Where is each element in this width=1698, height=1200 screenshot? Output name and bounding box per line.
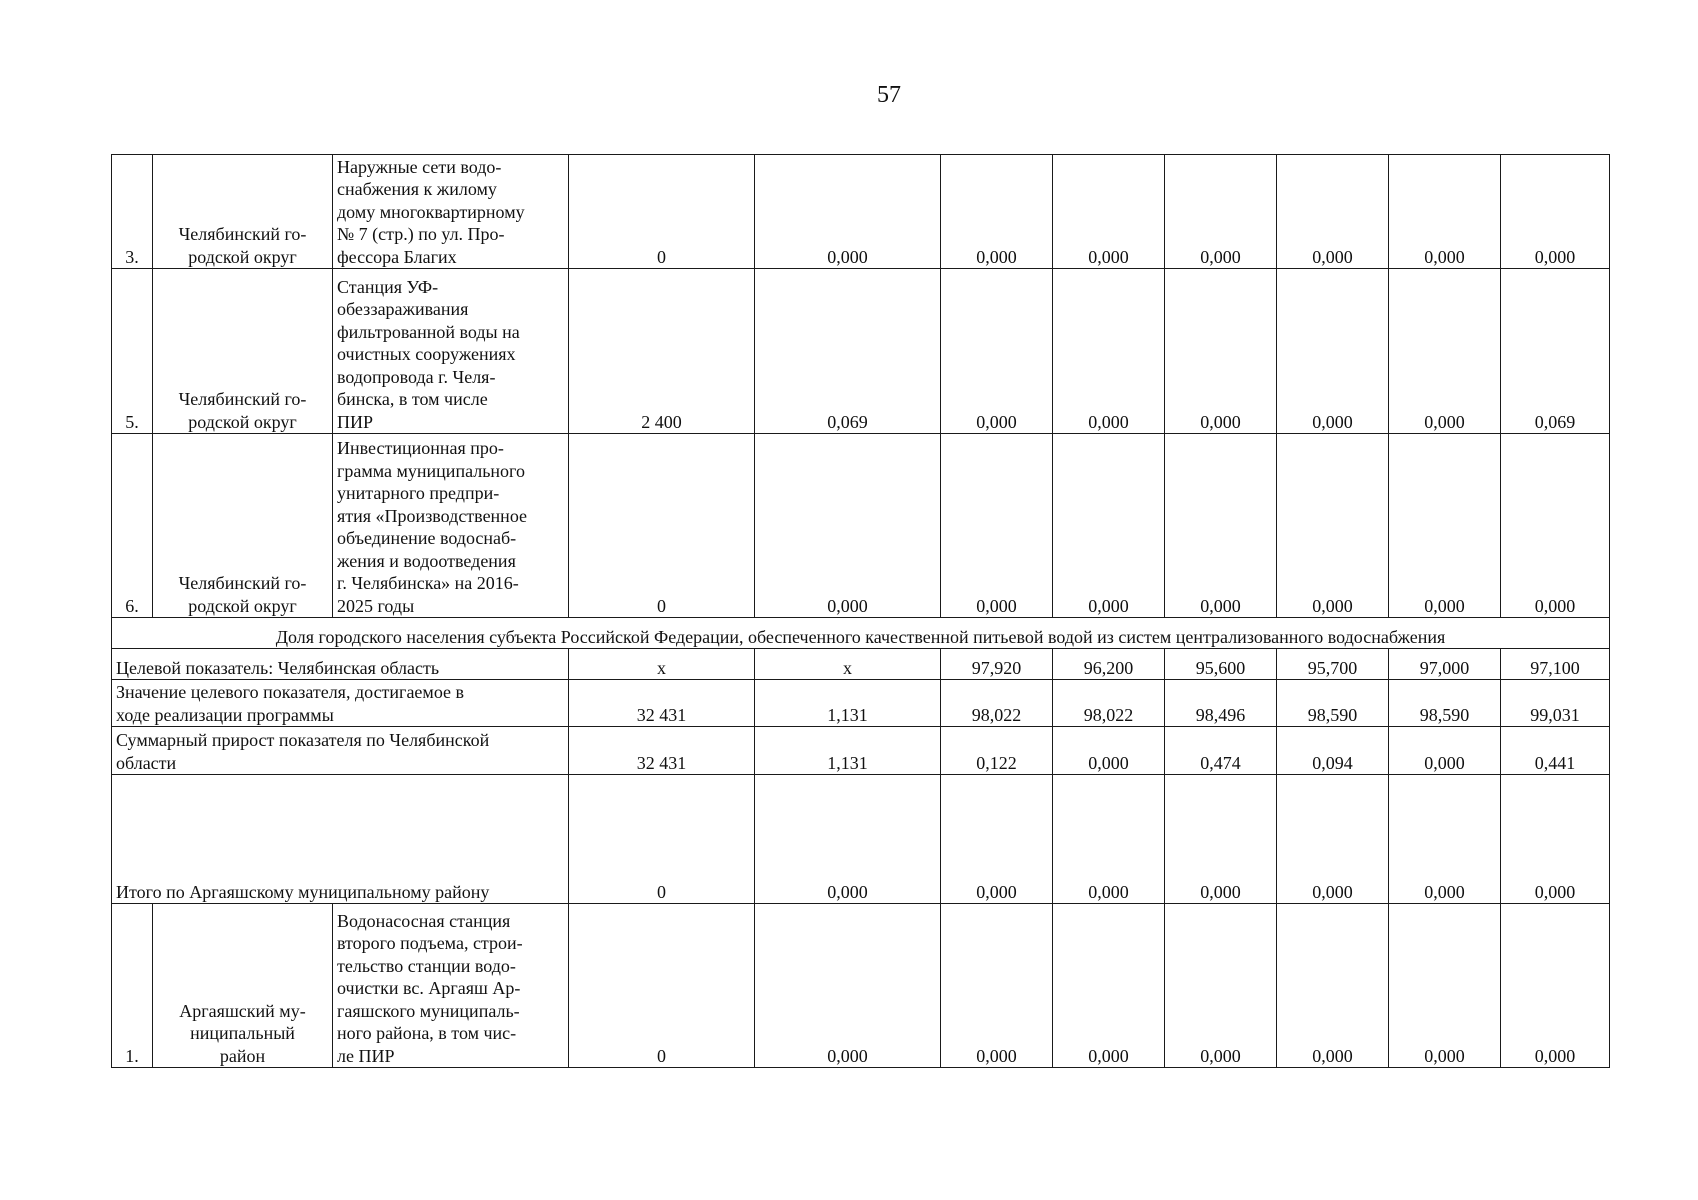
value-cell: 0,000	[1277, 904, 1389, 1068]
value-cell: 0,000	[1501, 155, 1610, 269]
summary-label-cell: Значение целевого показателя, достигаемое в ходе реализации программы	[112, 680, 569, 727]
table-row	[112, 155, 1610, 269]
value-cell: 0,000	[941, 434, 1053, 618]
table-row	[112, 269, 1610, 434]
value-cell: 0	[569, 434, 755, 618]
summary-label-cell: Итого по Аргаяшскому муниципальному району	[112, 775, 569, 904]
value-cell: 0,000	[1501, 775, 1610, 904]
value-cell: 0,474	[1165, 727, 1277, 775]
value-cell: 0,000	[1165, 434, 1277, 618]
summary-row	[112, 649, 1610, 680]
value-cell: 0,000	[1501, 904, 1610, 1068]
value-cell: 97,920	[941, 649, 1053, 680]
value-cell: 0,000	[755, 904, 941, 1068]
table-row	[112, 904, 1610, 1068]
value-cell: 0,000	[1165, 269, 1277, 434]
value-cell: 2 400	[569, 269, 755, 434]
page-number: 57	[877, 82, 901, 108]
value-cell: 0,094	[1277, 727, 1389, 775]
value-cell: 0,000	[941, 269, 1053, 434]
value-cell: 0,000	[1053, 727, 1165, 775]
municipality-cell: Челябинский го- родской округ	[153, 155, 333, 269]
value-cell: 0,000	[1165, 904, 1277, 1068]
value-cell: 0,069	[1501, 269, 1610, 434]
summary-row	[112, 680, 1610, 727]
value-cell: 95,600	[1165, 649, 1277, 680]
value-cell: 0,000	[755, 434, 941, 618]
value-cell: 0,000	[1053, 155, 1165, 269]
value-cell: 0	[569, 775, 755, 904]
value-cell: 0,000	[1389, 269, 1501, 434]
value-cell: 0	[569, 155, 755, 269]
value-cell: 0,000	[1053, 904, 1165, 1068]
value-cell: x	[569, 649, 755, 680]
value-cell: 0,000	[1277, 269, 1389, 434]
value-cell: 98,590	[1277, 680, 1389, 727]
row-number: 5.	[112, 269, 153, 434]
summary-row	[112, 727, 1610, 775]
municipality-cell: Челябинский го- родской округ	[153, 269, 333, 434]
investment-table	[111, 154, 1610, 1068]
value-cell: 0,000	[941, 155, 1053, 269]
value-cell: 0	[569, 904, 755, 1068]
section-banner: Доля городского населения субъекта Российской Федерации, обеспеченного качественной питьевой водой из систем централизованного водоснабжения	[112, 618, 1610, 649]
value-cell: 0,069	[755, 269, 941, 434]
value-cell: 0,000	[1165, 155, 1277, 269]
table-body	[112, 155, 1610, 1068]
value-cell: 95,700	[1277, 649, 1389, 680]
value-cell: 99,031	[1501, 680, 1610, 727]
row-number: 3.	[112, 155, 153, 269]
value-cell: 0,000	[1053, 434, 1165, 618]
row-number: 6.	[112, 434, 153, 618]
value-cell: 0,000	[941, 775, 1053, 904]
value-cell: 32 431	[569, 680, 755, 727]
row-number: 1.	[112, 904, 153, 1068]
municipality-cell: Аргаяшский му- ниципальный район	[153, 904, 333, 1068]
value-cell: 98,022	[941, 680, 1053, 727]
value-cell: 0,000	[1277, 155, 1389, 269]
value-cell: 0,000	[1389, 155, 1501, 269]
value-cell: 0,000	[941, 904, 1053, 1068]
value-cell: 0,000	[1389, 904, 1501, 1068]
value-cell: 1,131	[755, 727, 941, 775]
object-name-cell: Наружные сети водо- снабжения к жилому дому многоквартирному № 7 (стр.) по ул. Про- фессора Благих	[333, 155, 569, 269]
table-row	[112, 434, 1610, 618]
value-cell: 98,496	[1165, 680, 1277, 727]
value-cell: 98,590	[1389, 680, 1501, 727]
section-banner-row	[112, 618, 1610, 649]
value-cell: 97,100	[1501, 649, 1610, 680]
value-cell: 0,000	[1277, 775, 1389, 904]
value-cell: 97,000	[1389, 649, 1501, 680]
value-cell: 0,000	[755, 155, 941, 269]
value-cell: 0,000	[1053, 775, 1165, 904]
value-cell: 0,000	[1501, 434, 1610, 618]
summary-label-cell: Суммарный прирост показателя по Челябинской области	[112, 727, 569, 775]
summary-row	[112, 775, 1610, 904]
object-name-cell: Станция УФ- обеззараживания фильтрованной воды на очистных сооружениях водопровода г. Челя- бинска, в том числе ПИР	[333, 269, 569, 434]
value-cell: 96,200	[1053, 649, 1165, 680]
value-cell: 0,441	[1501, 727, 1610, 775]
value-cell: x	[755, 649, 941, 680]
value-cell: 0,000	[1389, 727, 1501, 775]
value-cell: 0,000	[1053, 269, 1165, 434]
value-cell: 0,000	[1389, 775, 1501, 904]
summary-label-cell: Целевой показатель: Челябинская область	[112, 649, 569, 680]
value-cell: 1,131	[755, 680, 941, 727]
value-cell: 0,000	[1165, 775, 1277, 904]
value-cell: 0,000	[755, 775, 941, 904]
value-cell: 0,000	[1277, 434, 1389, 618]
value-cell: 32 431	[569, 727, 755, 775]
object-name-cell: Водонасосная станция второго подъема, строи- тельство станции водо- очистки вс. Аргаяш Ар- гаяшского муниципаль- ного района, в том чис- ле ПИР	[333, 904, 569, 1068]
municipality-cell: Челябинский го- родской округ	[153, 434, 333, 618]
object-name-cell: Инвестиционная про- грамма муниципального унитарного предпри- ятия «Производственное объединение водоснаб- жения и водоотведения г. Челябинска» на 2016- 2025 годы	[333, 434, 569, 618]
value-cell: 98,022	[1053, 680, 1165, 727]
value-cell: 0,000	[1389, 434, 1501, 618]
value-cell: 0,122	[941, 727, 1053, 775]
